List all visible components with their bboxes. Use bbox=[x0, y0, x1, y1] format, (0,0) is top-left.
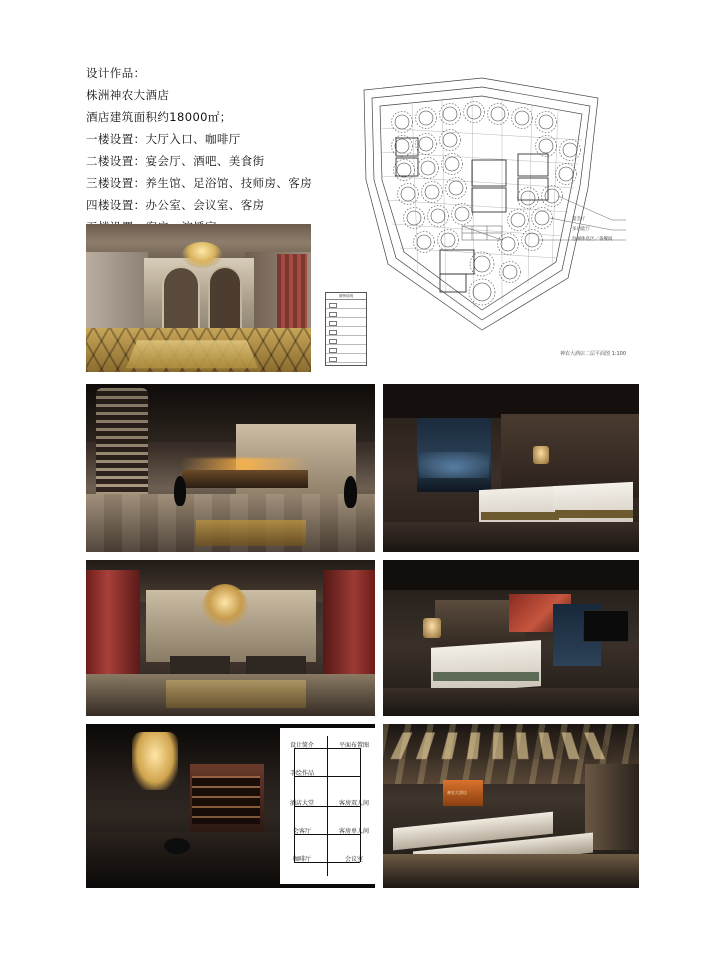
floor-line-1: 一楼设置：大厅入口、咖啡厅 bbox=[86, 132, 241, 146]
project-name: 株洲神农大酒店 bbox=[86, 88, 170, 102]
plan-annotation-1: 宴会厅 bbox=[572, 217, 586, 222]
content-structure-diagram bbox=[280, 728, 376, 884]
photo-guest-single-room bbox=[383, 560, 639, 716]
diagram-node-hotel-lobby: 酒店大堂 bbox=[289, 800, 314, 807]
plan-annotation-2: 多功能厅 bbox=[572, 227, 590, 232]
floor-plan-legend bbox=[325, 292, 367, 366]
photo-lounge-red-lobby bbox=[86, 560, 375, 716]
plan-annotation-3: 包厢休息区／备餐间 bbox=[572, 237, 613, 242]
diagram-node-single-room: 客房单人间 bbox=[338, 828, 369, 835]
diagram-node-meeting-room: 会议室 bbox=[344, 856, 363, 863]
floor-plan-caption: 神农大酒店二层平面图 1:100 bbox=[560, 351, 626, 357]
banquet-screen-label: 神农大酒店 bbox=[447, 790, 467, 795]
diagram-node-floor-plan: 平面布置图 bbox=[338, 742, 369, 749]
diagram-node-hand-drawing: 手绘作品 bbox=[289, 770, 314, 777]
area-line: 酒店建筑面积约18000㎡； bbox=[86, 110, 232, 124]
floor-line-4: 四楼设置：办公室、会议室、客房 bbox=[86, 198, 265, 212]
photo-banquet-hall bbox=[383, 724, 639, 888]
legend-title: 图例说明 bbox=[326, 293, 366, 300]
diagram-node-cafe: 咖啡厅 bbox=[292, 856, 311, 863]
photo-lobby-reception bbox=[86, 384, 375, 552]
diagram-node-design-intro: 设计简介 bbox=[289, 742, 314, 749]
diagram-node-lounge: 会客厅 bbox=[292, 828, 311, 835]
floor-plan-drawing bbox=[322, 68, 632, 368]
hand-drawn-lobby-render bbox=[86, 224, 311, 372]
floor-line-2: 二楼设置：宴会厅、酒吧、美食街 bbox=[86, 154, 265, 168]
title-label: 设计作品： bbox=[86, 66, 146, 80]
diagram-node-twin-room: 客房双人间 bbox=[338, 800, 369, 807]
photo-guest-twin-room bbox=[383, 384, 639, 552]
floor-line-3: 三楼设置：养生馆、足浴馆、技师房、客房 bbox=[86, 176, 313, 190]
project-description bbox=[86, 62, 316, 238]
